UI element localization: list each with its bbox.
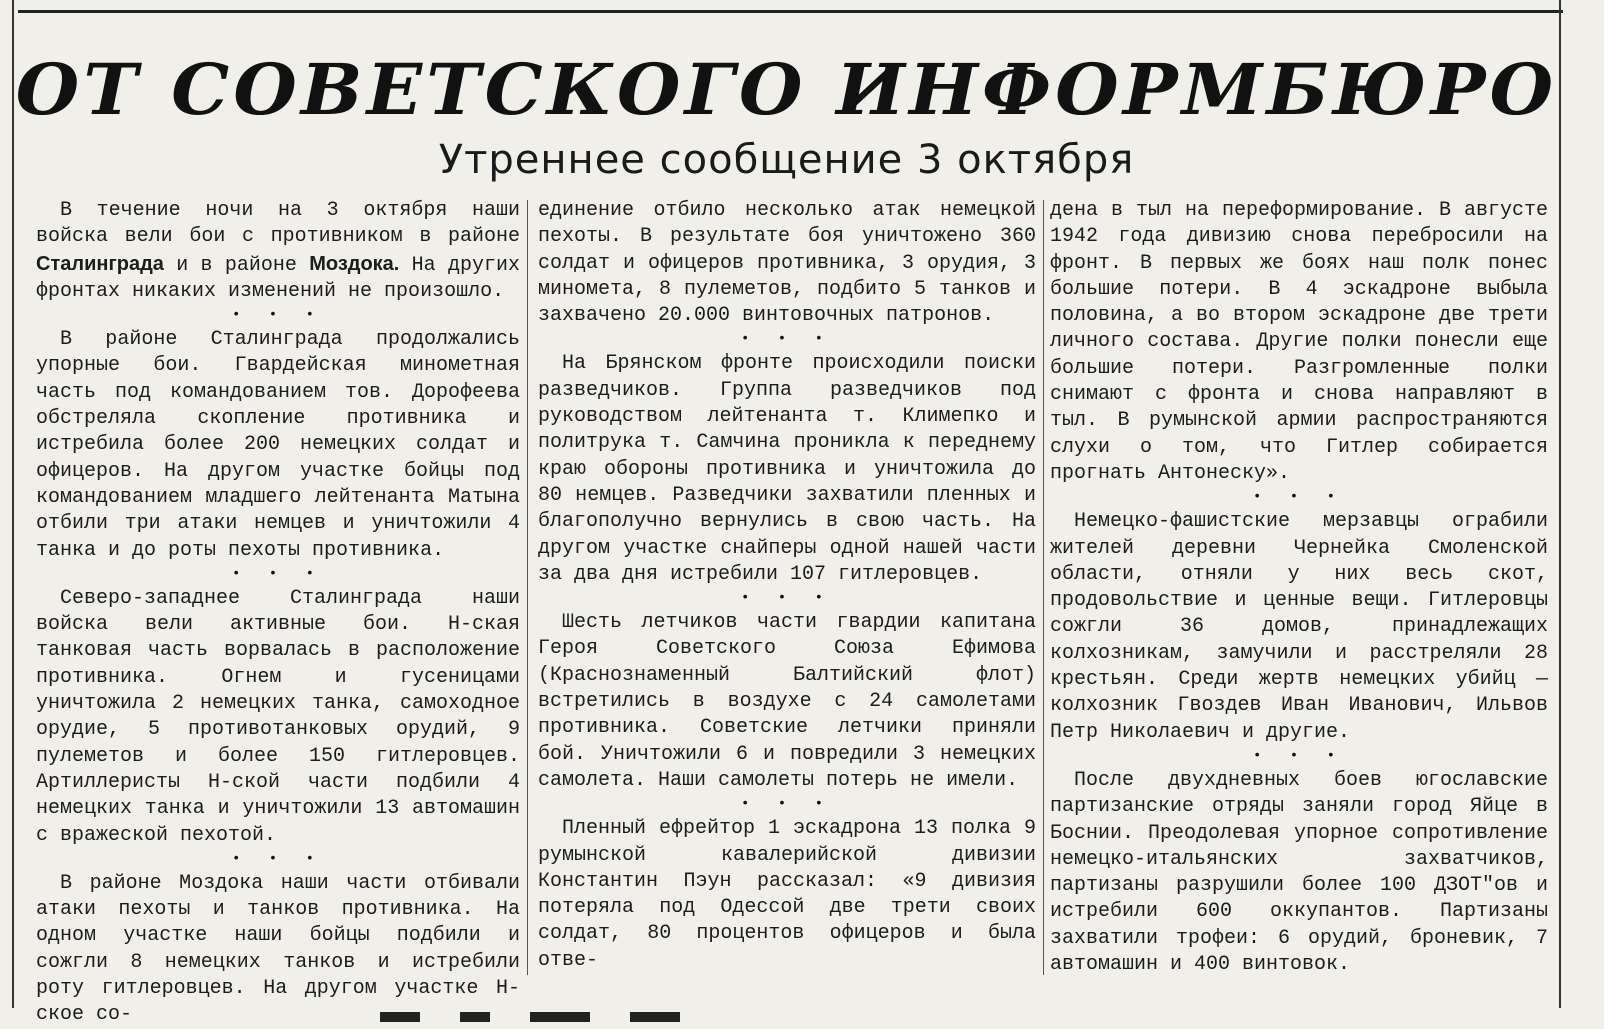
column-separator: [1043, 200, 1044, 975]
section-divider: • • •: [740, 590, 833, 607]
section-divider: • • •: [740, 331, 833, 348]
section-divider: • • •: [1252, 489, 1345, 506]
article-column-1: [36, 198, 520, 1027]
paragraph-yugoslavia: После двухдневных боев югославские партизанские отряды заняли город Яйце в Боснии. Преодолевая упорное сопротивление немецко-итальянских захватчиков, партизаны разрушили более 100 ДЗОТ"ов и истребили 600 оккупантов. Партизаны захватили трофеи: 6 орудий, броневик, 7 автомашин и 400 винтовок.: [1050, 768, 1548, 977]
section-divider: • • •: [231, 850, 324, 867]
column-separator: [527, 200, 528, 975]
paragraph-mozdok: В районе Моздока наши части отбивали атаки пехоты и танков противника. На одном участке наши бойцы подбили и сожгли 8 немецких танков и истребили роту гитлеровцев. На другом участке Н-ское со-: [36, 871, 520, 1027]
section-divider: • • •: [740, 796, 833, 813]
section-divider: • • •: [231, 565, 324, 582]
paragraph-cherneyka: Немецко-фашистские мерзавцы ограбили жителей деревни Чернейка Смоленской области, отняли у них весь скот, продовольствие и ценные вещи. Гитлеровцы сожгли 36 домов, принадлежащих колхозникам, замучили и расстреляли 28 крестьян. Среди жертв немецких убийц — колхозник Гвоздев Иван Иванович, Ильвов Петр Николаевич и другие.: [1050, 510, 1548, 744]
paragraph-bryansk: На Брянском фронте происходили поиски разведчиков. Группа разведчиков под руководством лейтенанта т. Климепко и политрука т. Самчина проникла к переднему краю обороны противника и уничтожила до 80 немцев. Разведчики захватили пленных и благополучно вернулись в свою часть. На другом участке снайперы одной нашей части за два дня истребили 107 гитлеровцев.: [538, 352, 1036, 586]
paragraph-prisoner: Пленный ефрейтор 1 эскадрона 13 полка 9 румынской кавалерийской дивизии Константин Пэун рассказал: «9 дивизия потеряла под Одессой две трети своих солдат, 80 процентов офицеров и была отве-: [538, 817, 1036, 972]
paragraph-continued: дена в тыл на переформирование. В августе 1942 года дивизию снова перебросили на фронт. В первых же боях наш полк понес большие потери. В 4 эскадроне выбыла половина, а во втором эскадроне две трети личного состава. Другие полки понесли еще большие потери. Разгромленные полки снимают с фронта и снова направляют в тыл. В румынской армии распространяются слухи о том, что Гитлер собирается прогнать Антонеску».: [1050, 199, 1548, 485]
place-stalingrad: Сталинграда: [36, 252, 164, 275]
top-rule: [18, 10, 1563, 13]
article-column-2: [538, 198, 1036, 988]
paragraph-pilots: Шесть летчиков части гвардии капитана Героя Советского Союза Ефимова (Краснознаменный Балтийский флот) встретились в воздухе с 24 самолетами противника. Советские летчики приняли бой. Уничтожили 6 и повредили 3 немецких самолета. Наши самолеты потерь не имели.: [538, 611, 1036, 792]
paragraph-stalingrad: В районе Сталинграда продолжались упорные бои. Гвардейская минометная часть под командованием тов. Дорофеева обстреляла скопление противника и истребила более 200 немецких солдат и офицеров. На другом участке бойцы под командованием младшего лейтенанта Матына отбили три атаки немцев и уничтожили 4 танка и до роты пехоты противника.: [36, 328, 520, 562]
paragraph-northwest: Северо-западнее Сталинграда наши войска вели активные бои. Н-ская танковая часть ворвалась в расположение противника. Огнем и гусеницами уничтожила 2 немецких танка, самоходное орудие, 5 противотанковых орудий, 9 пулеметов и более 150 гитлеровцев. Артиллеристы Н-ской части подбили 4 немецких танка и уничтожили 13 автомашин с вражеской пехотой.: [36, 586, 520, 847]
section-divider: • • •: [231, 307, 324, 324]
section-divider: • • •: [1252, 747, 1345, 764]
paragraph-continued: единение отбило несколько атак немецкой пехоты. В результате боя уничтожено 360 солдат и офицеров противника, 3 орудия, 3 миномета, 8 пулеметов, подбито 5 танков и захвачено 20.000 винтовочных патронов.: [538, 199, 1036, 328]
place-mozdok: Моздока.: [309, 252, 400, 275]
article-column-3: [1050, 198, 1548, 988]
cropped-footer-headline: [380, 998, 1193, 1026]
paragraph-intro: В течение ночи на 3 октября наши войска вели бои с противником в районе Сталинграда и в районе Моздока. На других фронтах никаких изменений не произошло.: [36, 199, 520, 303]
subheadline: Утреннее сообщение 3 октября: [438, 137, 1135, 183]
headline: ОТ СОВЕТСКОГО ИНФОРМБЮРО: [15, 48, 1558, 131]
